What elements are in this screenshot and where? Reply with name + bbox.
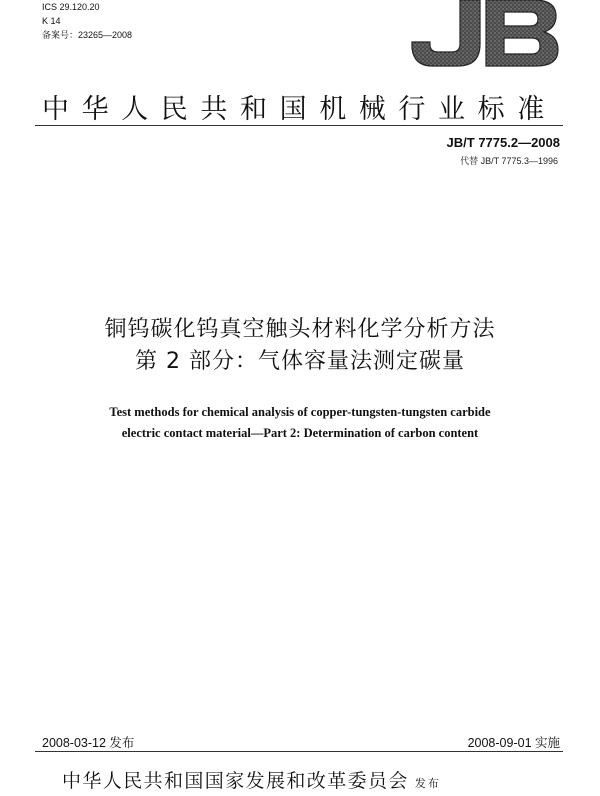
ics-code: ICS 29.120.20 (42, 2, 100, 12)
chinese-title-line-1: 铜钨碳化钨真空触头材料化学分析方法 (104, 317, 496, 342)
filing-number: 备案号：23265—2008 (42, 30, 133, 40)
issuing-authority (62, 766, 441, 793)
standard-number: JB/T 7775.2—2008 (446, 135, 560, 150)
chinese-title-line-2: 第 2 部分：气体容量法测定碳量 (135, 349, 465, 374)
english-title-line-1: Test methods for chemical analysis of copper-tungsten-tungsten carbide (109, 405, 491, 419)
class-code: K 14 (42, 16, 61, 26)
bottom-divider (35, 751, 563, 752)
logo-letter-j (412, 0, 480, 66)
english-title-line-2: electric contact material—Part 2: Determination of carbon content (121, 426, 479, 440)
replaces-standard: 代替 JB/T 7775.3—1996 (460, 156, 558, 166)
logo-letter-b (486, 0, 558, 66)
publish-date: 2008-03-12 发布 (42, 736, 135, 750)
effective-date: 2008-09-01 实施 (467, 736, 560, 750)
industry-standard-title: 中华人民共和国机械行业标准 (42, 94, 557, 125)
issuer-suffix: 发布 (414, 777, 441, 790)
classification-block (42, 0, 132, 42)
issuer-organization: 中华人民共和国国家发展和改革委员会 (62, 770, 409, 792)
jb-logo (402, 0, 560, 70)
top-divider (35, 125, 563, 126)
